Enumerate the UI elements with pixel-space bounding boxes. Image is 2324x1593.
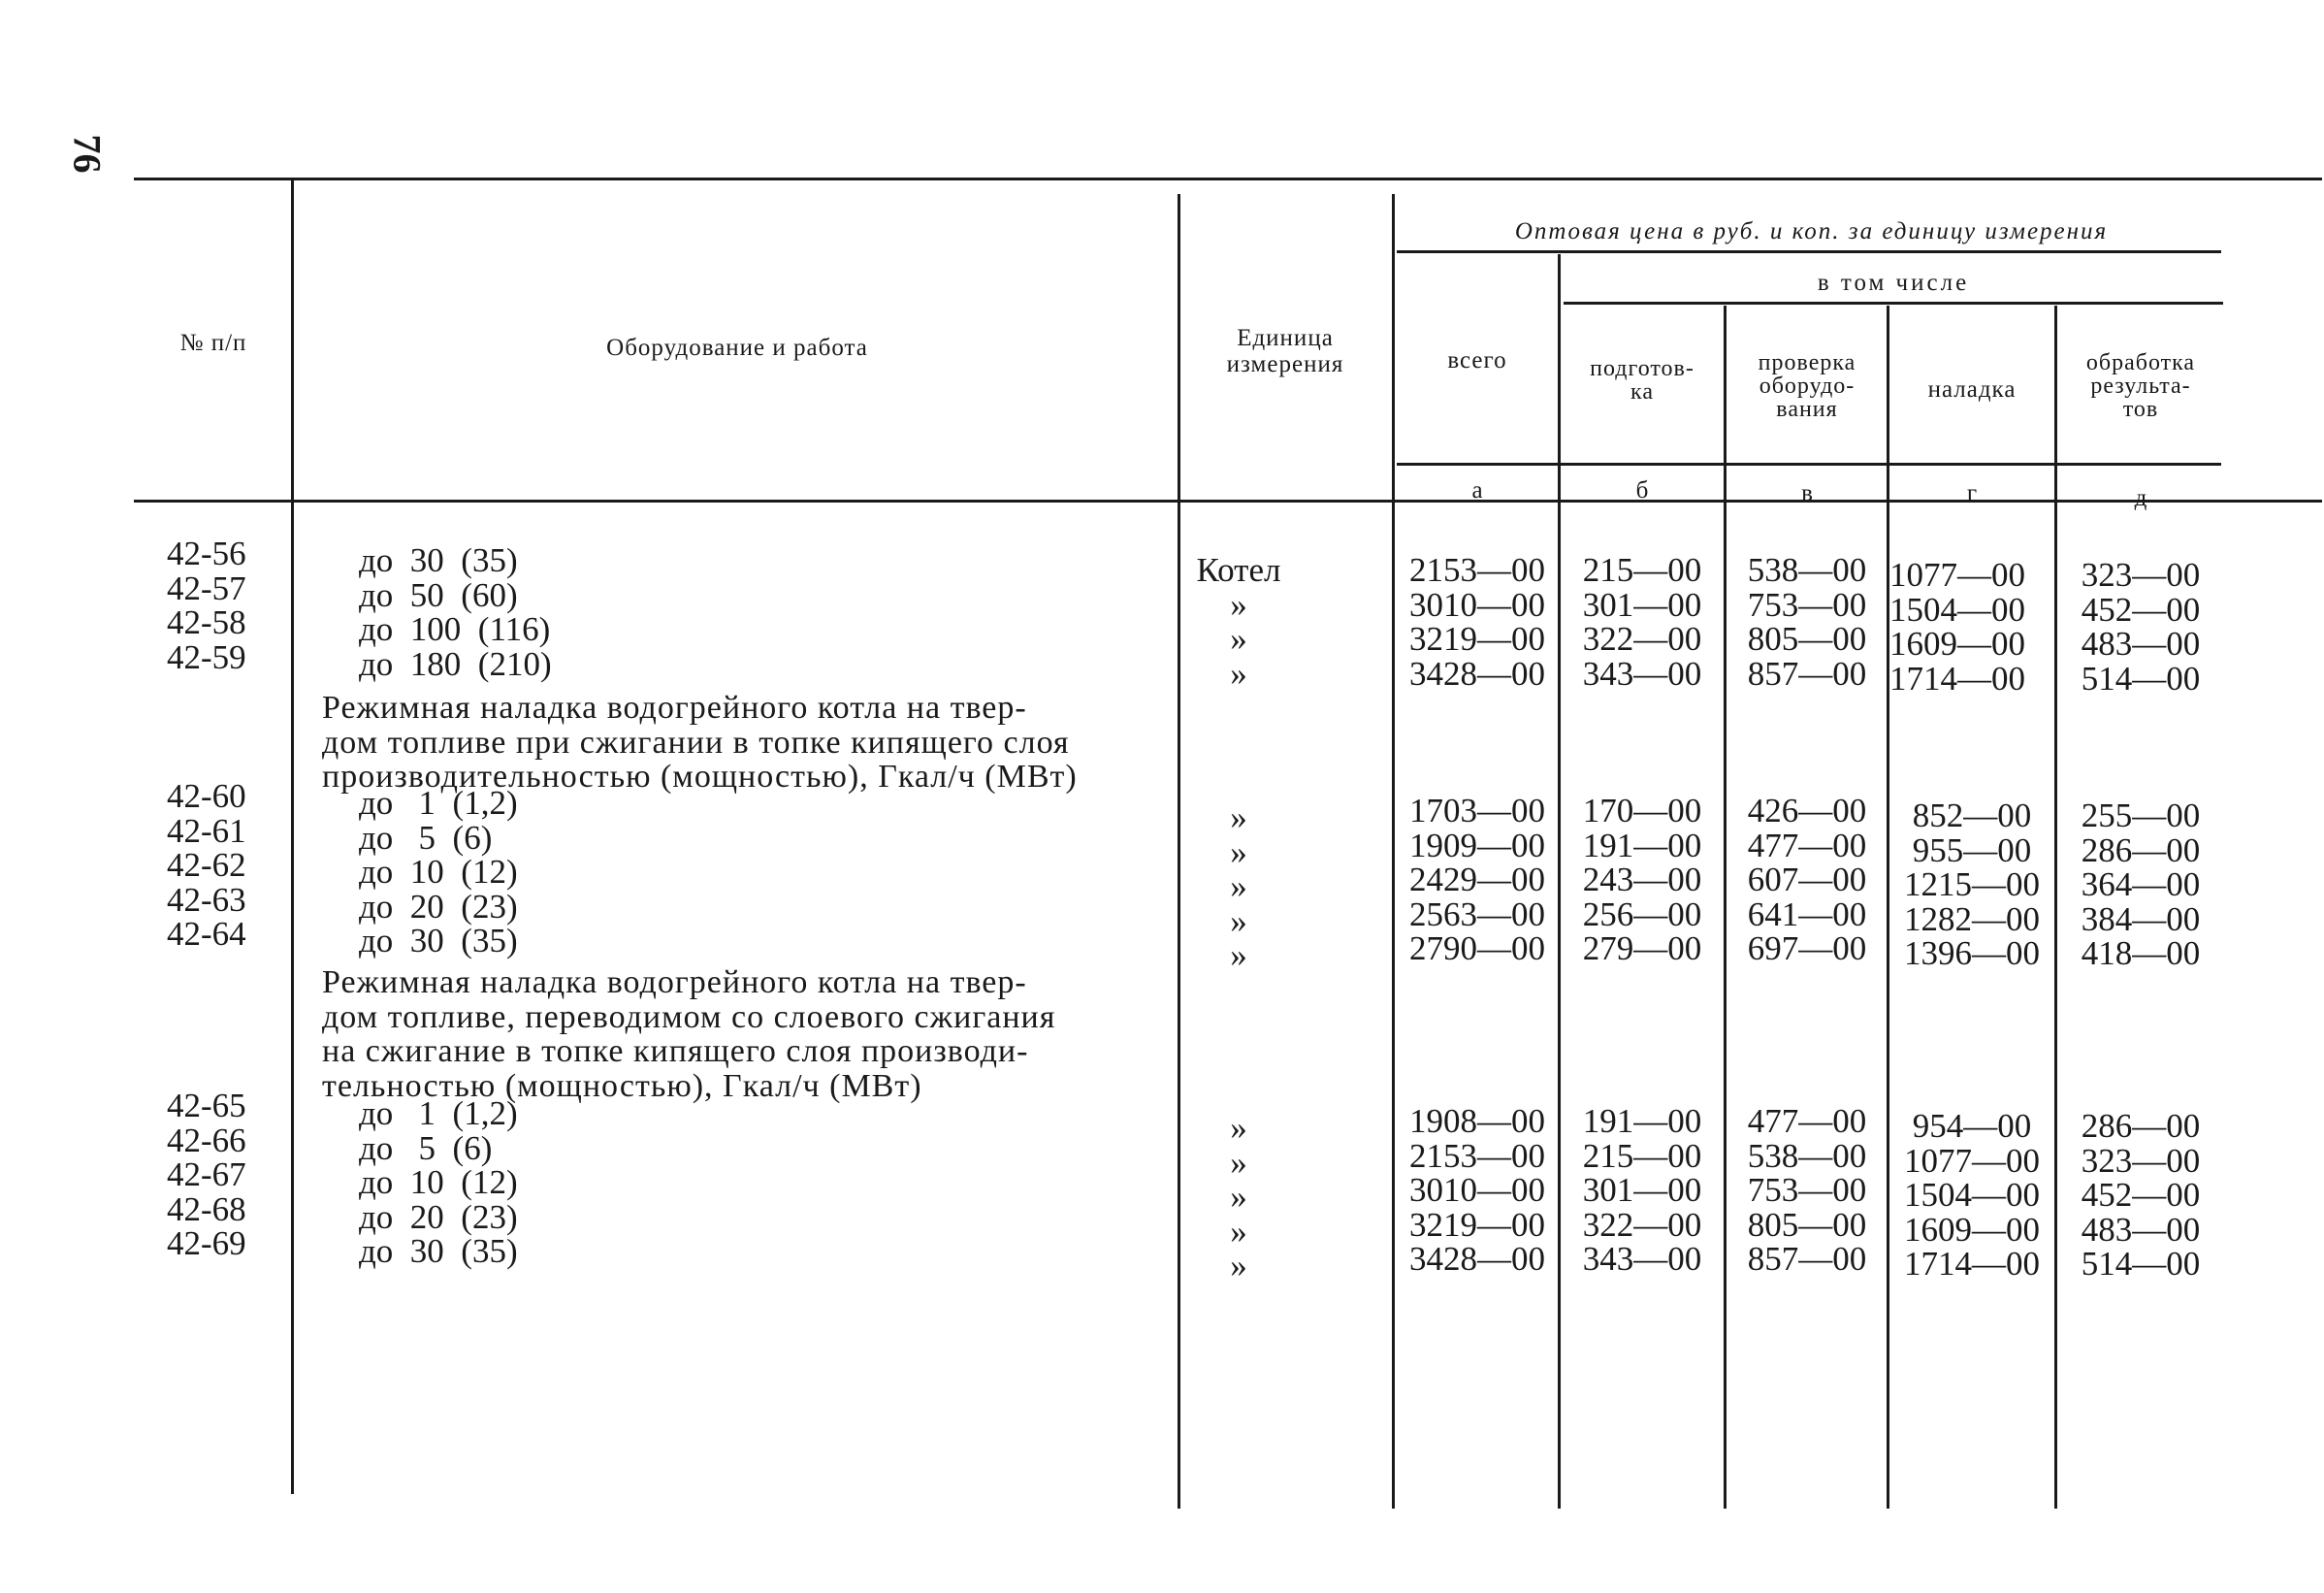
letter-a: а: [1471, 477, 1483, 504]
section1-prep: 215—00 301—00 322—00 343—00: [1582, 551, 1702, 693]
section1-nums: 42-56 42-57 42-58 42-59: [167, 535, 246, 676]
header-check: проверка оборудо- вания: [1758, 350, 1856, 422]
section3-proc: 286—00 323—00 452—00 483—00 514—00: [2081, 1107, 2201, 1283]
section1-proc: 323—00 452—00 483—00 514—00: [2081, 556, 2201, 698]
section3-total: 1908—00 2153—00 3010—00 3219—00 3428—00: [1409, 1102, 1545, 1278]
section2-prep: 170—00 191—00 243—00 256—00 279—00: [1582, 792, 1702, 967]
section2-check: 426—00 477—00 607—00 641—00 697—00: [1747, 792, 1867, 967]
letter-d: д: [2134, 485, 2147, 511]
section2-adjust: 852—00 955—00 1215—00 1282—00 1396—00: [1904, 796, 2040, 972]
letters-top-rule: [1397, 463, 2221, 466]
section1-items: до 30 (35) до 50 (60) до 100 (116) до 180 (210): [359, 541, 552, 683]
letter-g: г: [1966, 480, 1978, 506]
header-num: № п/п: [179, 330, 247, 356]
section2-proc: 255—00 286—00 364—00 384—00 418—00: [2081, 796, 2201, 972]
section2-nums: 42-60 42-61 42-62 42-63 42-64: [167, 777, 246, 953]
section2-units: » » » » »: [1230, 798, 1247, 974]
section3-units: » » » » »: [1230, 1109, 1247, 1284]
section1-total: 2153—00 3010—00 3219—00 3428—00: [1409, 551, 1545, 693]
section3-check: 477—00 538—00 753—00 805—00 857—00: [1747, 1102, 1867, 1278]
header-unit: Единица измерения: [1226, 325, 1344, 377]
top-rule: [134, 178, 2322, 180]
header-equipment: Оборудование и работа: [606, 335, 868, 361]
header-price-group: Оптовая цена в руб. и коп. за единицу измерения: [1514, 218, 2109, 244]
section2-total: 1703—00 1909—00 2429—00 2563—00 2790—00: [1409, 792, 1545, 967]
section1-units: Котел » » »: [1196, 551, 1281, 693]
col-rule-2: [1178, 194, 1180, 1509]
header-total: всего: [1447, 347, 1507, 374]
section1-adjust: 1077—00 1504—00 1609—00 1714—00: [1889, 556, 2025, 698]
section2-items: до 1 (1,2) до 5 (6) до 10 (12) до 20 (23) до 30 (35): [359, 784, 518, 959]
header-including: в том числе: [1817, 270, 1970, 296]
page-number: 76: [65, 134, 110, 174]
col-rule-3: [1392, 194, 1395, 1509]
letter-v: в: [1801, 480, 1813, 506]
section1-check: 538—00 753—00 805—00 857—00: [1747, 551, 1867, 693]
section3-title: Режимная наладка водогрейного котла на твер- дом топливе, переводимом со слоевого сжигания на сжигание в топке кипящего слоя производи- тельностью (мощностью), Гкал/ч (МВт): [322, 964, 1056, 1104]
header-prep: подготов- ка: [1590, 356, 1695, 405]
section2-title: Режимная наладка водогрейного котла на твер- дом топливе при сжигании в топке кипящего слоя производительностью (мощностью), Гкал/ч (МВт): [322, 690, 1078, 795]
letter-b: б: [1635, 477, 1649, 504]
col-rule-7: [2054, 306, 2057, 1509]
including-rule: [1564, 302, 2223, 305]
price-group-rule: [1397, 250, 2221, 253]
section3-adjust: 954—00 1077—00 1504—00 1609—00 1714—00: [1904, 1107, 2040, 1283]
section3-nums: 42-65 42-66 42-67 42-68 42-69: [167, 1087, 246, 1262]
header-proc: обработка результа- тов: [2085, 350, 2196, 422]
col-rule-1: [291, 179, 294, 1494]
section3-items: до 1 (1,2) до 5 (6) до 10 (12) до 20 (23) до 30 (35): [359, 1094, 518, 1270]
col-rule-4: [1558, 254, 1561, 1509]
section3-prep: 191—00 215—00 301—00 322—00 343—00: [1582, 1102, 1702, 1278]
header-adjust: наладка: [1927, 376, 2017, 403]
